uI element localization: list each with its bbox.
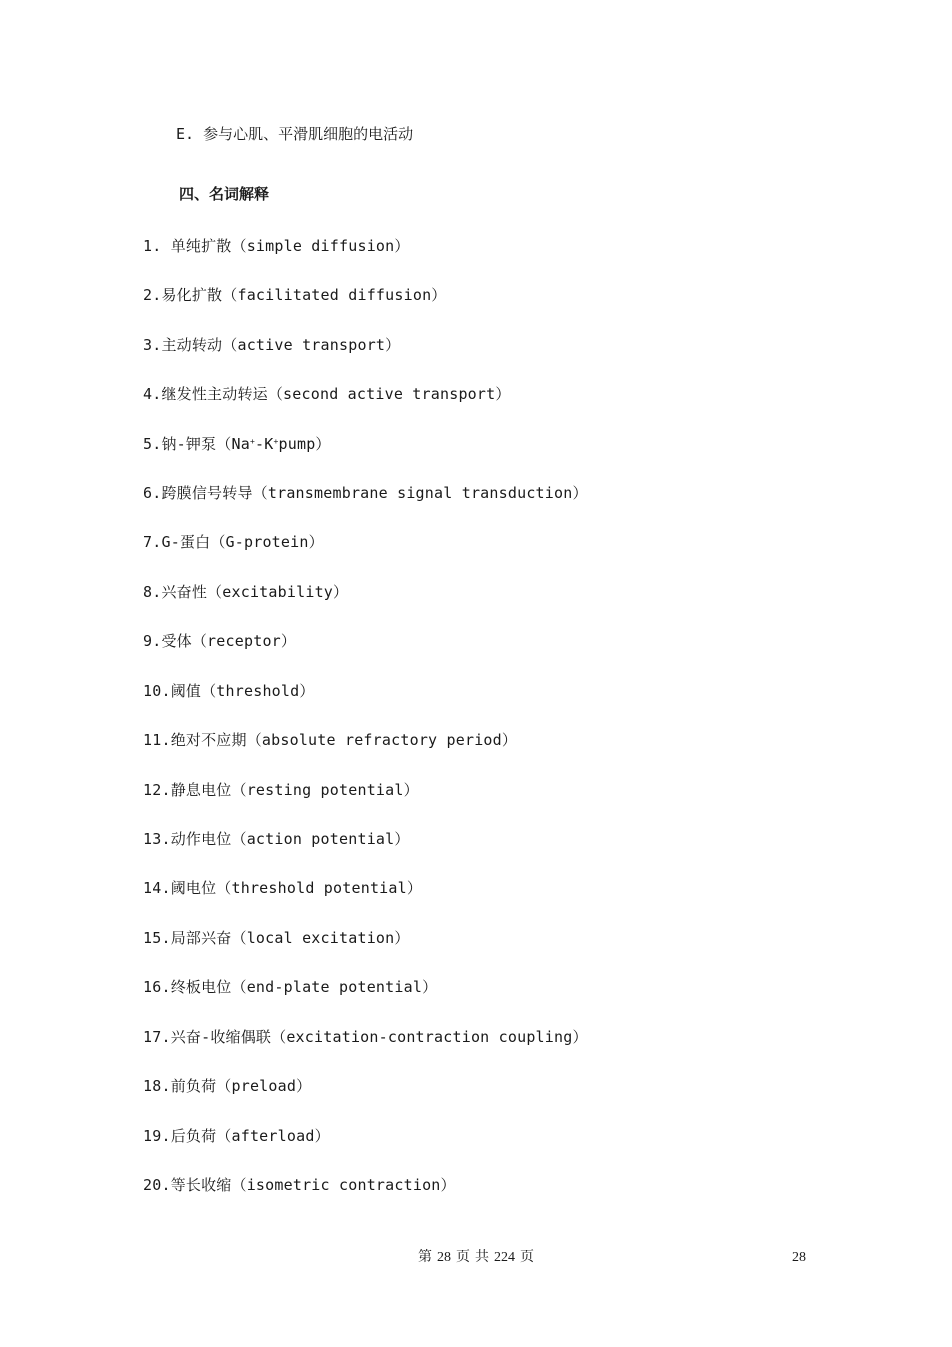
term-item: 4.继发性主动转运（second active transport） [143,385,511,403]
term-item: 15.局部兴奋（local excitation） [143,929,410,947]
term-text: pump） [278,435,331,453]
term-item: 8.兴奋性（excitability） [143,583,349,601]
term-item: 19.后负荷（afterload） [143,1127,330,1145]
term-item: 16.终板电位（end-plate potential） [143,978,438,996]
footer-ye: 页 [456,1250,470,1265]
term-item: 14.阈电位（threshold potential） [143,879,423,897]
term-text: 5.钠-钾泵（Na [143,435,250,453]
term-item: 13.动作电位（action potential） [143,830,410,848]
term-item [143,434,331,454]
page-footer [0,1249,952,1267]
term-item: 17.兴奋-收缩偶联（excitation-contraction coupling） [143,1028,588,1046]
footer-gong: 共 [475,1250,489,1265]
term-item: 20.等长收缩（isometric contraction） [143,1176,456,1194]
footer-current-page: 28 [437,1250,451,1265]
term-text: -K [255,435,274,453]
term-item: 6.跨膜信号转导（transmembrane signal transduction） [143,484,588,502]
superscript-plus: + [273,437,279,446]
footer-total-pages: 224 [494,1250,515,1265]
term-item: 18.前负荷（preload） [143,1077,312,1095]
term-item: 1. 单纯扩散（simple diffusion） [143,237,410,255]
term-item: 11.绝对不应期（absolute refractory period） [143,731,518,749]
term-item: 3.主动转动（active transport） [143,336,401,354]
footer-ye: 页 [520,1250,534,1265]
footer-di: 第 [418,1250,432,1265]
term-item: 7.G-蛋白（G-protein） [143,533,324,551]
superscript-plus: + [249,437,255,446]
term-item: 2.易化扩散（facilitated diffusion） [143,286,447,304]
page-number: 28 [792,1250,806,1265]
term-item: 10.阈值（threshold） [143,682,315,700]
option-e: E. 参与心肌、平滑肌细胞的电活动 [176,125,414,143]
section-heading: 四、名词解释 [179,185,270,203]
term-item: 9.受体（receptor） [143,632,297,650]
term-item: 12.静息电位（resting potential） [143,781,419,799]
